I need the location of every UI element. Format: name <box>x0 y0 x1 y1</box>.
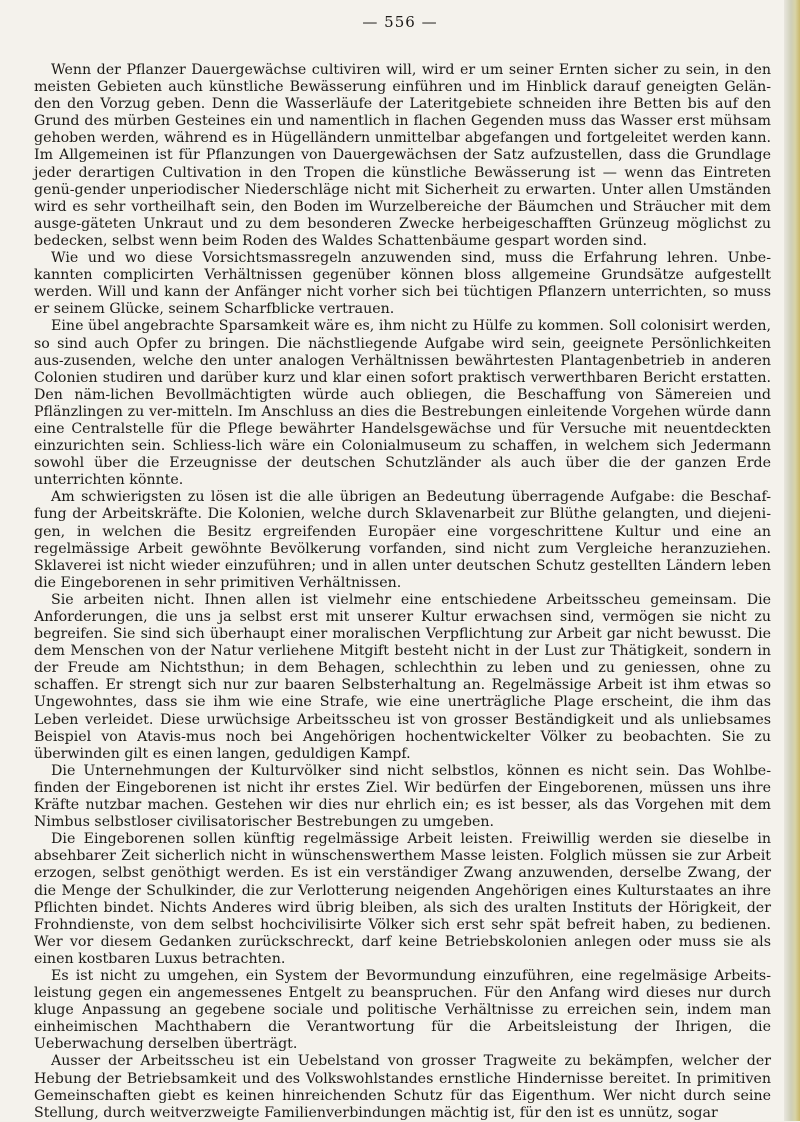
paragraph-6: Die Unternehmungen der Kulturvölker sind nicht selbstlos, können es nicht sein. Das Wohlbe-finden der Eingeborenen ist nicht ihr erstes Ziel. Wir bedürfen der Eingeborenen, müssen uns ihre Kräfte nutzbar machen. Gestehen wir dies nur ehrlich ein; es ist besser, als das Vorgehen mit dem Nimbus selbstloser civilisatorischer Bestrebungen zu umgeben. <box>34 762 771 831</box>
paragraph-5: Sie arbeiten nicht. Ihnen allen ist vielmehr eine entschiedene Arbeitsscheu gemeinsam. Die Anforderungen, die uns ja selbst erst mit unserer Kultur erwachsen sind, vermögen sie nicht zu begreifen. Sie sind sich überhaupt einer moralischen Verpflichtung zur Arbeit gar nicht bewusst. Die dem Menschen von der Natur verliehene Mitgift besteht nicht in der Lust zur Thätigkeit, sondern in der Freude am Nichtsthun; in dem Behagen, schlechthin zu leben und zu geniessen, ohne zu schaffen. Er strengt sich nur zur baaren Selbsterhaltung an. Regelmässige Arbeit ist ihm etwas so Ungewohntes, dass sie ihm wie eine Strafe, wie eine unerträgliche Plage erscheint, die ihm das Leben verleidet. Diese urwüchsige Arbeitsscheu ist von grosser Beständigkeit und als unliebsames Beispiel von Atavis-mus noch bei Angehörigen hochentwickelter Völker zu beobachten. Sie zu überwinden gilt es einen langen, geduldigen Kampf. <box>34 591 771 762</box>
paragraph-1: Wenn der Pflanzer Dauergewächse cultiviren will, wird er um seiner Ernten sicher zu sein, in den meisten Gebieten auch künstliche Bewässerung einführen und im Hinblick darauf geneigten Gelän-den den Vorzug geben. Denn die Wasserläufe der Lateritgebiete schneiden ihre Betten bis auf den Grund des mürben Gesteines ein und namentlich in flachen Gegenden muss das Wasser erst mühsam gehoben werden, während es in Hügelländern unmittelbar abgefangen und fortgeleitet werden kann. Im Allgemeinen ist für Pflanzungen von Dauergewächsen der Satz aufzustellen, dass die Grundlage jeder derartigen Cultivation in den Tropen die künstliche Bewässerung ist — wenn das Eintreten genü-gender unperiodischer Niederschläge nicht mit Sicherheit zu erwarten. Unter allen Umständen wird es sehr vortheilhaft sein, den Boden im Wurzelbereiche der Bäumchen und Sträucher mit dem ausge-gäteten Unkraut und zu dem besonderen Zwecke herbeigeschafften Grünzeug möglichst zu bedecken, selbst wenn beim Roden des Waldes Schattenbäume gespart worden sind. <box>34 62 771 249</box>
paragraph-2: Wie und wo diese Vorsichtsmassregeln anzuwenden sind, muss die Erfahrung lehren. Unbe-kannten complicirten Verhältnissen gegenüber können bloss allgemeine Grundsätze aufgestellt werden. Will und kann der Anfänger nicht vorher sich bei tüchtigen Pflanzern unterrichten, so muss er seinem Glücke, seinem Scharfblicke vertrauen. <box>34 250 771 318</box>
page-edge <box>784 0 800 1121</box>
paragraph-4: Am schwierigsten zu lösen ist die alle übrigen an Bedeutung überragende Aufgabe: die Beschaf-fung der Arbeitskräfte. Die Kolonien, welche durch Sklavenarbeit zur Blüthe gelangten, und diejeni-gen, in welchen die Besitz ergreifenden Europäer eine vorgeschrittene Kultur und eine an regelmässige Arbeit gewöhnte Bevölkerung vorfanden, sind nicht zum Vergleiche heranzuziehen. Sklaverei ist nicht wieder einzuführen; und in allen unter deutschen Schutz gestellten Ländern leben die Eingeborenen in sehr primitiven Verhältnissen. <box>34 489 771 591</box>
page-text <box>34 62 771 1122</box>
paragraph-8: Es ist nicht zu umgehen, ein System der Bevormundung einzuführen, eine regelmäsige Arbeits-leistung gegen ein angemessenes Entgelt zu beanspruchen. Für den Anfang wird dieses nur durch kluge Anpassung an gegebene sociale und politische Verhältnisse zu erreichen sein, indem man einheimischen Machthabern die Verantwortung für die Arbeitsleistung der Ihrigen, die Ueberwachung derselben überträgt. <box>34 967 771 1053</box>
page-number: — 556 — <box>362 13 438 31</box>
paragraph-7: Die Eingeborenen sollen künftig regelmässige Arbeit leisten. Freiwillig werden sie dieselbe in absehbarer Zeit sicherlich nicht in wünschenswerthem Masse leisten. Folglich müssen sie zur Arbeit erzogen, selbst genöthigt werden. Es ist ein verständiger Zwang anzuwenden, derselbe Zwang, der die Menge der Schulkinder, die zur Verlotterung neigenden Angehörigen eines Kulturstaates an ihre Pflichten bindet. Nichts Anderes wird übrig bleiben, als sich des uralten Instituts der Hörigkeit, der Frohndienste, von dem selbst hochcivilisirte Völker sich erst sehr spät befreit haben, zu bedienen. Wer vor diesem Gedanken zurückschreckt, darf keine Betriebskolonien anlegen oder muss sie als einen kostbaren Luxus betrachten. <box>34 831 771 967</box>
paragraph-3: Eine übel angebrachte Sparsamkeit wäre es, ihm nicht zu Hülfe zu kommen. Soll colonisirt werden, so sind auch Opfer zu bringen. Die nächstliegende Aufgabe wird sein, geeignete Persönlichkeiten aus-zusenden, welche den unter analogen Verhältnissen bewährtesten Plantagenbetrieb in anderen Colonien studiren und darüber kurz und klar einen sofort praktisch verwerthbaren Bericht erstatten. Den näm-lichen Bevollmächtigten würde auch obliegen, die Beschaffung von Sämereien und Pflänzlingen zu ver-mitteln. Im Anschluss an dies die Bestrebungen einleitende Vorgehen würde dann eine Centralstelle für die Pflege bewährter Handelsgewächse und für Versuche mit neuentdeckten einzurichten sein. Schliess-lich wäre ein Colonialmuseum zu schaffen, in welchem sich Jedermann sowohl über die Erzeugnisse der deutschen Schutzländer als auch über die der ganzen Erde unterrichten könnte. <box>34 318 771 489</box>
paragraph-9: Ausser der Arbeitsscheu ist ein Uebelstand von grosser Tragweite zu bekämpfen, welcher der Hebung der Betriebsamkeit und des Volkswohlstandes ernstliche Hindernisse bereitet. In primitiven Gemeinschaften giebt es keinen hinreichenden Schutz für das Eigenthum. Wer nicht durch seine Stellung, durch weitverzweigte Familienverbindungen mächtig ist, für den ist es unnütz, sogar <box>34 1053 771 1121</box>
